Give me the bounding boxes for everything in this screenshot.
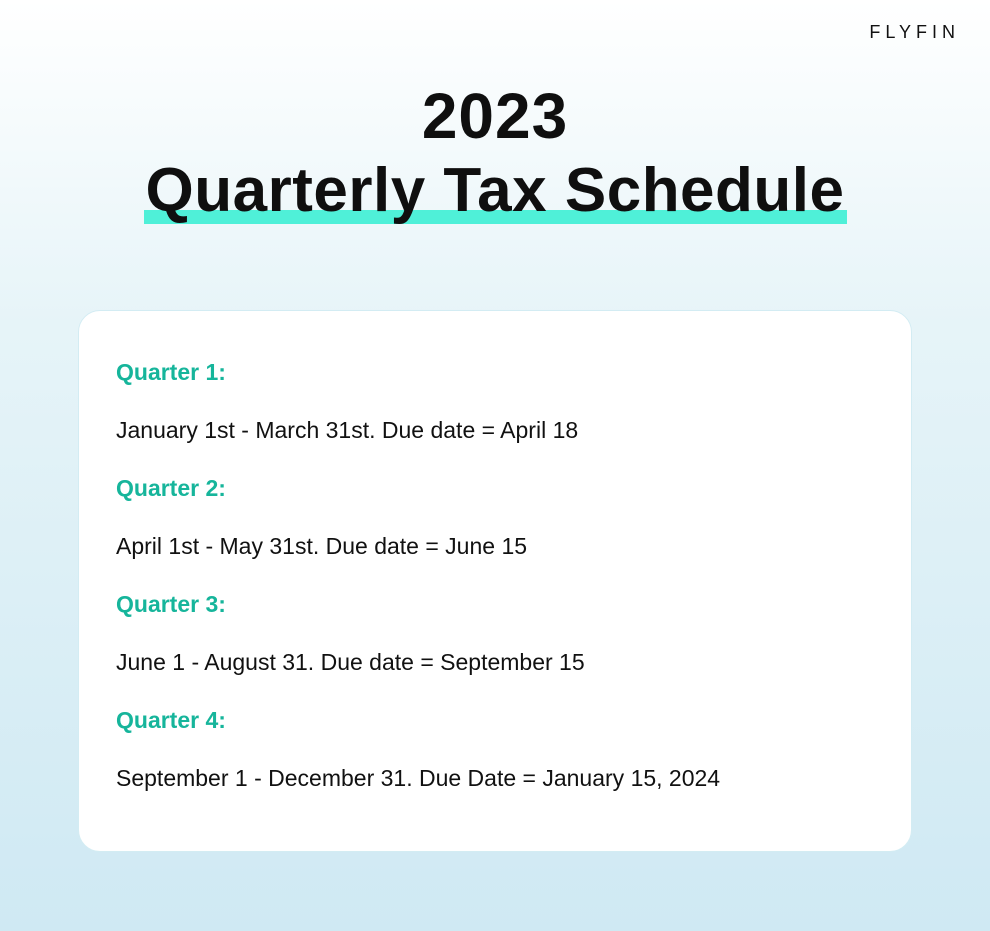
quarter-4-label: Quarter 4:: [116, 707, 226, 733]
schedule-card: [78, 310, 912, 852]
quarter-4-dates: September 1 - December 31. Due Date = January 15, 2024: [116, 765, 721, 791]
page-title-text: Quarterly Tax Schedule: [145, 156, 845, 225]
title-block: [0, 80, 990, 230]
quarter-3-label: Quarter 3:: [116, 591, 226, 617]
quarter-1-label: Quarter 1:: [116, 359, 226, 385]
page-title: [144, 152, 847, 230]
quarter-2-dates: April 1st - May 31st. Due date = June 15: [116, 533, 528, 559]
quarter-3-dates: June 1 - August 31. Due date = September 15: [116, 649, 585, 675]
year-heading: 2023: [421, 80, 569, 152]
flyfin-logo: FLYFIN: [869, 22, 960, 42]
quarter-1-dates: January 1st - March 31st. Due date = April 18: [116, 417, 579, 443]
quarter-2-label: Quarter 2:: [116, 475, 226, 501]
